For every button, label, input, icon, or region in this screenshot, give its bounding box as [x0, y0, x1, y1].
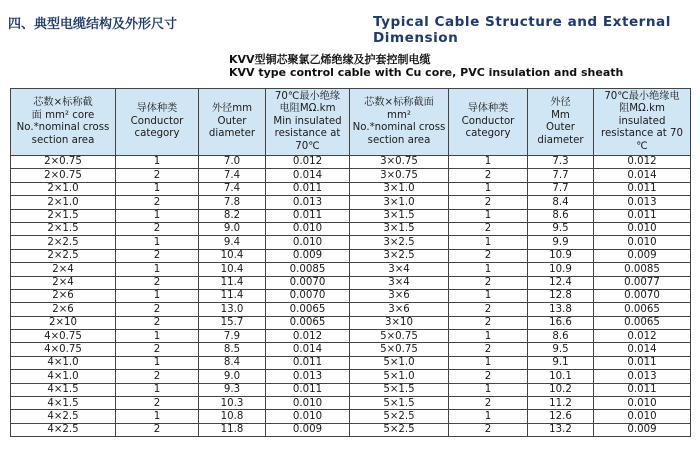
table-cell: 0.014 — [594, 343, 691, 356]
column-header-line: Min insulated — [273, 115, 342, 127]
table-cell: 12.6 — [528, 410, 594, 423]
table-cell: 0.010 — [266, 236, 350, 249]
table-cell: 7.7 — [528, 169, 594, 182]
table-cell: 2×0.75 — [11, 169, 116, 182]
table-cell: 2×1.5 — [11, 222, 116, 235]
table-row — [11, 316, 691, 329]
table-cell: 0.014 — [266, 343, 350, 356]
table-cell: 3×6 — [350, 289, 449, 302]
table-cell: 10.4 — [199, 249, 266, 262]
table-cell: 4×1.5 — [11, 397, 116, 410]
table-subtitle-cn: KVV型铜芯聚氯乙烯绝缘及护套控制电缆 — [229, 53, 431, 66]
table-cell: 2 — [449, 303, 528, 316]
table-row — [11, 182, 691, 195]
table-cell: 0.009 — [594, 423, 691, 436]
table-cell: 0.012 — [594, 156, 691, 169]
column-header-line: 70℃ — [295, 140, 320, 152]
section-title-en-line1: Typical Cable Structure and External — [373, 14, 671, 30]
table-cell: 9.0 — [199, 370, 266, 383]
table-cell: 4×1.0 — [11, 356, 116, 369]
table-cell: 1 — [449, 182, 528, 195]
table-cell: 1 — [116, 182, 199, 195]
column-header-line: 芯数×标称截面 — [364, 97, 434, 108]
table-cell: 1 — [116, 410, 199, 423]
table-cell: 4×0.75 — [11, 330, 116, 343]
table-cell: 8.5 — [199, 343, 266, 356]
table-cell: 0.010 — [266, 397, 350, 410]
section-title-en — [373, 14, 671, 46]
table-cell: 0.0085 — [266, 263, 350, 276]
table-row — [11, 209, 691, 222]
table-cell: 2×6 — [11, 289, 116, 302]
table-cell: 7.3 — [528, 156, 594, 169]
table-cell: 15.7 — [199, 316, 266, 329]
table-cell: 3×2.5 — [350, 249, 449, 262]
table-cell: 2×6 — [11, 303, 116, 316]
table-cell: 9.4 — [199, 236, 266, 249]
table-cell: 9.1 — [528, 356, 594, 369]
table-cell: 10.3 — [199, 397, 266, 410]
table-cell: 2×2.5 — [11, 236, 116, 249]
table-cell: 9.9 — [528, 236, 594, 249]
table-cell: 10.9 — [528, 249, 594, 262]
table-cell: 1 — [449, 236, 528, 249]
table-cell: 1 — [449, 356, 528, 369]
table-cell: 4×1.5 — [11, 383, 116, 396]
table-cell: 7.0 — [199, 156, 266, 169]
table-cell: 9.5 — [528, 343, 594, 356]
table-cell: 2 — [449, 276, 528, 289]
table-cell: 7.9 — [199, 330, 266, 343]
column-header-line: Conductor — [461, 115, 515, 127]
table-cell: 0.0065 — [594, 316, 691, 329]
table-cell: 3×1.0 — [350, 196, 449, 209]
table-cell: 0.0077 — [594, 276, 691, 289]
column-header-line: 外径mm — [211, 103, 253, 115]
table-cell: 2×4 — [11, 263, 116, 276]
column-header-line: 面 mm² core — [31, 109, 95, 121]
table-cell: 2 — [449, 397, 528, 410]
table-cell: 0.012 — [266, 156, 350, 169]
column-header-line: diameter — [537, 134, 584, 146]
table-cell: 0.011 — [594, 356, 691, 369]
table-cell: 1 — [116, 356, 199, 369]
table-cell: 7.4 — [199, 182, 266, 195]
table-cell: 5×1.0 — [350, 370, 449, 383]
column-header-line: 外径 — [550, 97, 571, 108]
table-cell: 0.011 — [266, 356, 350, 369]
table-cell: 0.014 — [594, 169, 691, 182]
table-cell: 1 — [116, 330, 199, 343]
table-cell: 9.5 — [528, 222, 594, 235]
table-cell: 12.4 — [528, 276, 594, 289]
column-header-line: 导体种类 — [136, 103, 178, 115]
table-cell: 0.009 — [266, 423, 350, 436]
table-cell: 8.4 — [528, 196, 594, 209]
table-cell: 5×0.75 — [350, 343, 449, 356]
table-cell: 3×2.5 — [350, 236, 449, 249]
column-header-line: No.*nominal cross — [16, 122, 110, 133]
table-cell: 8.4 — [199, 356, 266, 369]
table-cell: 0.013 — [266, 196, 350, 209]
column-header-line: section area — [31, 134, 95, 146]
table-cell: 2 — [449, 370, 528, 383]
table-row — [11, 383, 691, 396]
column-header-6 — [449, 89, 528, 156]
table-cell: 11.8 — [199, 423, 266, 436]
table-cell: 2 — [449, 196, 528, 209]
column-header-line: section area — [367, 134, 431, 146]
column-header-line: 阻MΩ.km — [619, 103, 665, 115]
table-cell: 7.8 — [199, 196, 266, 209]
table-cell: 11.4 — [199, 276, 266, 289]
table-cell: 10.1 — [528, 370, 594, 383]
table-row — [11, 196, 691, 209]
table-cell: 7.7 — [528, 182, 594, 195]
table-cell: 0.011 — [594, 209, 691, 222]
table-cell: 1 — [116, 263, 199, 276]
table-cell: 0.0070 — [594, 289, 691, 302]
table-cell: 3×0.75 — [350, 156, 449, 169]
table-cell: 16.6 — [528, 316, 594, 329]
column-header-3 — [199, 89, 266, 156]
table-cell: 2×4 — [11, 276, 116, 289]
table-cell: 0.0070 — [266, 289, 350, 302]
column-header-7 — [528, 89, 594, 156]
table-cell: 0.009 — [266, 249, 350, 262]
table-cell: 0.0085 — [594, 263, 691, 276]
table-row — [11, 423, 691, 436]
table-body — [11, 156, 691, 437]
table-row — [11, 410, 691, 423]
table-cell: 1 — [449, 330, 528, 343]
table-header-row — [11, 89, 691, 156]
table-cell: 5×1.5 — [350, 397, 449, 410]
table-cell: 0.010 — [594, 397, 691, 410]
column-header-5 — [350, 89, 449, 156]
table-row — [11, 169, 691, 182]
table-cell: 2 — [116, 303, 199, 316]
table-cell: 10.4 — [199, 263, 266, 276]
column-header-line: resistance at 70 — [601, 128, 683, 140]
column-header-line: diameter — [208, 128, 256, 140]
table-row — [11, 236, 691, 249]
column-header-line: 芯数×标称截 — [33, 97, 93, 108]
section-title-cn: 四、典型电缆结构及外形尺寸 — [8, 17, 178, 32]
table-cell: 5×1.0 — [350, 356, 449, 369]
table-cell: 3×1.5 — [350, 209, 449, 222]
table-cell: 2 — [116, 397, 199, 410]
column-header-line: ℃ — [636, 140, 648, 152]
table-cell: 3×6 — [350, 303, 449, 316]
column-header-1 — [11, 89, 116, 156]
table-cell: 3×10 — [350, 316, 449, 329]
table-cell: 11.4 — [199, 289, 266, 302]
table-cell: 4×0.75 — [11, 343, 116, 356]
table-cell: 8.6 — [528, 330, 594, 343]
table-cell: 1 — [449, 410, 528, 423]
table-cell: 1 — [449, 156, 528, 169]
table-cell: 5×2.5 — [350, 410, 449, 423]
column-header-line: category — [465, 128, 511, 140]
table-row — [11, 343, 691, 356]
table-cell: 0.009 — [594, 249, 691, 262]
table-cell: 2 — [116, 249, 199, 262]
table-row — [11, 263, 691, 276]
table-cell: 0.011 — [594, 182, 691, 195]
table-row — [11, 330, 691, 343]
table-cell: 2 — [116, 222, 199, 235]
table-cell: 5×2.5 — [350, 423, 449, 436]
table-cell: 0.011 — [266, 209, 350, 222]
column-header-line: mm² — [387, 109, 411, 121]
table-cell: 9.0 — [199, 222, 266, 235]
table-cell: 0.0065 — [594, 303, 691, 316]
table-cell: 0.010 — [594, 410, 691, 423]
column-header-line: resistance at — [274, 128, 341, 140]
table-cell: 12.8 — [528, 289, 594, 302]
table-cell: 3×1.0 — [350, 182, 449, 195]
table-cell: 5×1.5 — [350, 383, 449, 396]
table-cell: 4×2.5 — [11, 423, 116, 436]
table-cell: 4×2.5 — [11, 410, 116, 423]
table-cell: 2 — [116, 169, 199, 182]
table-cell: 10.9 — [528, 263, 594, 276]
table-row — [11, 156, 691, 169]
table-cell: 0.013 — [594, 196, 691, 209]
table-cell: 0.0065 — [266, 316, 350, 329]
table-cell: 1 — [116, 289, 199, 302]
section-title-en-line2: Dimension — [373, 30, 459, 46]
table-cell: 9.3 — [199, 383, 266, 396]
table-cell: 8.6 — [528, 209, 594, 222]
table-cell: 3×0.75 — [350, 169, 449, 182]
table-cell: 1 — [449, 289, 528, 302]
table-row — [11, 222, 691, 235]
table-cell: 2 — [116, 423, 199, 436]
table-cell: 1 — [116, 236, 199, 249]
table-cell: 2×1.0 — [11, 182, 116, 195]
table-cell: 7.4 — [199, 169, 266, 182]
table-cell: 4×1.0 — [11, 370, 116, 383]
table-cell: 13.0 — [199, 303, 266, 316]
column-header-line: 导体种类 — [467, 103, 509, 115]
table-row — [11, 276, 691, 289]
table-cell: 2×1.0 — [11, 196, 116, 209]
column-header-4 — [266, 89, 350, 156]
table-cell: 1 — [449, 209, 528, 222]
table-cell: 2 — [116, 343, 199, 356]
table-cell: 2×1.5 — [11, 209, 116, 222]
table-cell: 2 — [116, 196, 199, 209]
table-cell: 0.013 — [594, 370, 691, 383]
table-cell: 2 — [116, 276, 199, 289]
table-cell: 0.014 — [266, 169, 350, 182]
table-cell: 2 — [449, 169, 528, 182]
table-cell: 10.8 — [199, 410, 266, 423]
column-header-line: 70℃最小绝缘 — [274, 90, 341, 102]
table-cell: 2 — [449, 343, 528, 356]
table-cell: 0.011 — [266, 383, 350, 396]
table-cell: 0.012 — [266, 330, 350, 343]
table-cell: 1 — [116, 209, 199, 222]
column-header-line: Mm — [551, 109, 570, 121]
table-cell: 0.013 — [266, 370, 350, 383]
column-header-line: 70℃最小绝缘电 — [604, 90, 680, 102]
table-cell: 10.2 — [528, 383, 594, 396]
table-cell: 1 — [449, 383, 528, 396]
table-cell: 0.010 — [266, 222, 350, 235]
table-row — [11, 289, 691, 302]
column-header-line: Outer — [546, 122, 575, 133]
table-cell: 8.2 — [199, 209, 266, 222]
table-cell: 2×10 — [11, 316, 116, 329]
table-cell: 11.2 — [528, 397, 594, 410]
table-cell: 2 — [449, 249, 528, 262]
table-cell: 0.010 — [266, 410, 350, 423]
table-cell: 3×4 — [350, 276, 449, 289]
table-cell: 0.011 — [594, 383, 691, 396]
table-cell: 0.010 — [594, 236, 691, 249]
table-cell: 0.012 — [594, 330, 691, 343]
column-header-line: insulated — [618, 115, 666, 127]
table-row — [11, 370, 691, 383]
table-cell: 0.0065 — [266, 303, 350, 316]
cable-dimension-table — [10, 88, 691, 437]
column-header-2 — [116, 89, 199, 156]
column-header-line: Outer — [217, 115, 247, 127]
table-cell: 0.0070 — [266, 276, 350, 289]
table-cell: 3×4 — [350, 263, 449, 276]
table-cell: 0.010 — [594, 222, 691, 235]
table-cell: 2 — [116, 316, 199, 329]
column-header-line: 电阻MΩ.km — [279, 103, 336, 115]
table-cell: 1 — [116, 156, 199, 169]
table-cell: 1 — [449, 263, 528, 276]
table-row — [11, 303, 691, 316]
table-cell: 2 — [449, 423, 528, 436]
table-cell: 0.011 — [266, 182, 350, 195]
table-cell: 2 — [449, 222, 528, 235]
column-header-8 — [594, 89, 691, 156]
table-row — [11, 397, 691, 410]
column-header-line: No.*nominal cross — [352, 122, 446, 133]
table-row — [11, 249, 691, 262]
table-cell: 13.2 — [528, 423, 594, 436]
table-cell: 2×2.5 — [11, 249, 116, 262]
table-row — [11, 356, 691, 369]
table-subtitle-en: KVV type control cable with Cu core, PVC insulation and sheath — [229, 66, 624, 79]
table-cell: 2 — [116, 370, 199, 383]
table-cell: 1 — [116, 383, 199, 396]
table-cell: 13.8 — [528, 303, 594, 316]
table-cell: 5×0.75 — [350, 330, 449, 343]
column-header-line: category — [134, 128, 180, 140]
table-cell: 3×1.5 — [350, 222, 449, 235]
table-cell: 2 — [449, 316, 528, 329]
table-cell: 2×0.75 — [11, 156, 116, 169]
column-header-line: Conductor — [130, 115, 184, 127]
